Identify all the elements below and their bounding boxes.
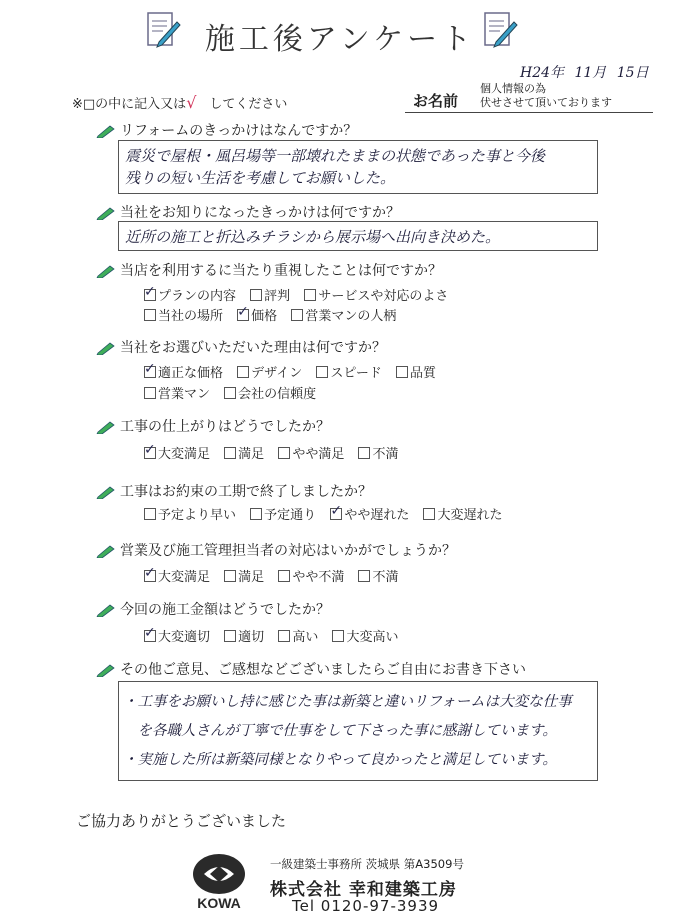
privacy-line-2: 伏せさせて頂いております (480, 96, 612, 109)
document-pencil-icon (482, 10, 518, 50)
checkbox[interactable] (278, 447, 290, 459)
checkbox[interactable] (291, 309, 303, 321)
checkbox[interactable] (358, 570, 370, 582)
option-dissatisfied[interactable]: 不満 (358, 443, 398, 462)
question-8 (96, 599, 330, 619)
checkbox[interactable] (332, 630, 344, 642)
option-very-reasonable[interactable]: ✓大変適切 (144, 626, 210, 645)
answer-box-9 (118, 681, 598, 781)
option-reasonable[interactable]: 適切 (224, 626, 264, 645)
option-sales[interactable]: 営業マン (144, 383, 210, 402)
instruction-suffix: してください (209, 97, 288, 112)
company-logo (188, 850, 250, 912)
option-service[interactable]: サービスや対応のよさ (304, 285, 448, 304)
instruction-prefix: ※□の中に記入又は (72, 97, 187, 112)
question-text: 今回の施工金額はどうでしたか？ (120, 602, 330, 618)
checkbox[interactable] (250, 289, 262, 301)
option-row (144, 362, 446, 381)
option-very-satisfied[interactable]: ✓大変満足 (144, 443, 210, 462)
checkbox[interactable] (144, 387, 156, 399)
pencil-icon (96, 124, 116, 138)
option-row (144, 566, 408, 585)
option-very-late[interactable]: 大変遅れた (423, 504, 502, 523)
answer-line: 残りの短い生活を考慮してお願いした。 (125, 169, 396, 187)
option-row (144, 305, 406, 324)
option-somewhat-satisfied[interactable]: やや満足 (278, 443, 344, 462)
question-text: リフォームのきっかけはなんですか？ (120, 123, 358, 139)
pencil-icon (96, 603, 116, 617)
question-text: 当店を利用するに当たり重視したことは何ですか？ (120, 263, 442, 279)
checkbox[interactable] (144, 309, 156, 321)
question-6 (96, 481, 372, 501)
checkbox[interactable] (304, 289, 316, 301)
question-text: その他ご意見、ご感想などございましたらご自由にお書き下さい (120, 662, 526, 678)
check-mark-icon: √ (186, 93, 197, 112)
option-row (144, 285, 458, 304)
date-month: 11月 (574, 65, 607, 81)
option-reputation[interactable]: 評判 (250, 285, 290, 304)
pencil-icon (96, 341, 116, 355)
question-4 (96, 337, 386, 357)
question-text: 当社をお選びいただいた理由は何ですか？ (120, 340, 386, 356)
logo-text: KOWA (197, 895, 241, 911)
checkbox[interactable] (237, 366, 249, 378)
question-9 (96, 659, 526, 679)
answer-line: ・実施した所は新築同様となりやって良かったと満足しています。 (123, 752, 557, 768)
company-phone: Tel 0120-97-3939 (292, 897, 440, 915)
privacy-line-1: 個人情報の為 (480, 82, 546, 95)
option-row (144, 443, 408, 462)
checkbox-checked[interactable] (144, 630, 156, 642)
checkbox-checked[interactable] (144, 570, 156, 582)
option-speed[interactable]: スピード (316, 362, 381, 381)
option-very-satisfied[interactable]: ✓大変満足 (144, 566, 210, 585)
option-plan[interactable]: ✓プランの内容 (144, 285, 236, 304)
date-day: 15日 (616, 65, 649, 81)
answer-line: 震災で屋根・風呂場等一部壊れたままの状態であった事と今後 (125, 147, 545, 165)
option-row (144, 383, 326, 402)
checkbox[interactable] (396, 366, 408, 378)
pencil-icon (96, 206, 116, 220)
page-title: 施工後アンケート (204, 22, 476, 57)
pencil-icon (96, 264, 116, 278)
answer-line: ・工事をお願いし持に感じた事は新築と違いリフォームは大変な仕事 (123, 694, 572, 710)
checkbox-checked[interactable] (144, 289, 156, 301)
option-high[interactable]: 高い (278, 626, 318, 645)
question-text: 当社をお知りになったきっかけは何ですか？ (120, 205, 400, 221)
option-location[interactable]: 当社の場所 (144, 305, 223, 324)
answer-box-2 (118, 221, 598, 251)
question-2 (96, 202, 400, 222)
answer-box-1 (118, 140, 598, 194)
pencil-icon (96, 544, 116, 558)
name-field-line (405, 112, 653, 113)
checkbox[interactable] (224, 387, 236, 399)
pencil-icon (96, 663, 116, 677)
instruction-text (72, 93, 287, 112)
option-early[interactable]: 予定より早い (144, 504, 236, 523)
option-design[interactable]: デザイン (237, 362, 302, 381)
checkbox[interactable] (224, 570, 236, 582)
option-salesperson[interactable]: 営業マンの人柄 (291, 305, 396, 324)
option-quality[interactable]: 品質 (396, 362, 436, 381)
option-row (144, 626, 408, 645)
company-registration: 一級建築士事務所 茨城県 第A3509号 (270, 857, 464, 871)
pencil-icon (96, 420, 116, 434)
option-satisfied[interactable]: 満足 (224, 566, 264, 585)
option-slightly-late[interactable]: ✓ やや遅れた (330, 504, 409, 523)
answer-line: 近所の施工と折込みチラシから展示場へ出向き決めた。 (125, 228, 501, 246)
thanks-message: ご協力ありがとうございました (76, 812, 287, 830)
pencil-icon (96, 485, 116, 499)
question-5 (96, 416, 330, 436)
company-name: 株式会社 幸和建築工房 (270, 880, 457, 900)
checkbox[interactable] (358, 447, 370, 459)
checkbox-checked[interactable] (144, 366, 156, 378)
name-label: お名前 (413, 92, 459, 110)
checkbox[interactable] (250, 508, 262, 520)
option-trust[interactable]: 会社の信頼度 (224, 383, 316, 402)
checkbox-checked[interactable] (237, 309, 249, 321)
option-somewhat-dissatisfied[interactable]: やや不満 (278, 566, 344, 585)
option-very-high[interactable]: 大変高い (332, 626, 398, 645)
option-fair-price[interactable]: ✓適正な価格 (144, 362, 223, 381)
checkbox[interactable] (278, 630, 290, 642)
question-text: 工事の仕上がりはどうでしたか？ (120, 419, 330, 435)
date-year: H24年 (520, 65, 565, 81)
option-dissatisfied[interactable]: 不満 (358, 566, 398, 585)
option-satisfied[interactable]: 満足 (224, 443, 264, 462)
checkbox[interactable] (278, 570, 290, 582)
option-price[interactable]: ✓ 価格 (237, 305, 277, 324)
option-on-schedule[interactable]: 予定通り (250, 504, 316, 523)
checkbox[interactable] (423, 508, 435, 520)
question-3 (96, 260, 442, 280)
checkbox[interactable] (224, 447, 236, 459)
survey-date (520, 62, 655, 82)
question-text: 工事はお約束の工期で終了しましたか？ (120, 484, 372, 500)
question-text: 営業及び施工管理担当者の対応はいかがでしょうか？ (120, 543, 456, 559)
checkbox[interactable] (316, 366, 328, 378)
question-1 (96, 120, 357, 140)
answer-line: を各職人さんが丁寧で仕事をして下さった事に感謝しています。 (123, 723, 557, 739)
option-row (144, 504, 512, 523)
question-7 (96, 540, 456, 560)
checkbox[interactable] (144, 508, 156, 520)
checkbox[interactable] (224, 630, 236, 642)
checkbox-checked[interactable] (144, 447, 156, 459)
checkbox-checked[interactable] (330, 508, 342, 520)
privacy-note (480, 82, 612, 110)
